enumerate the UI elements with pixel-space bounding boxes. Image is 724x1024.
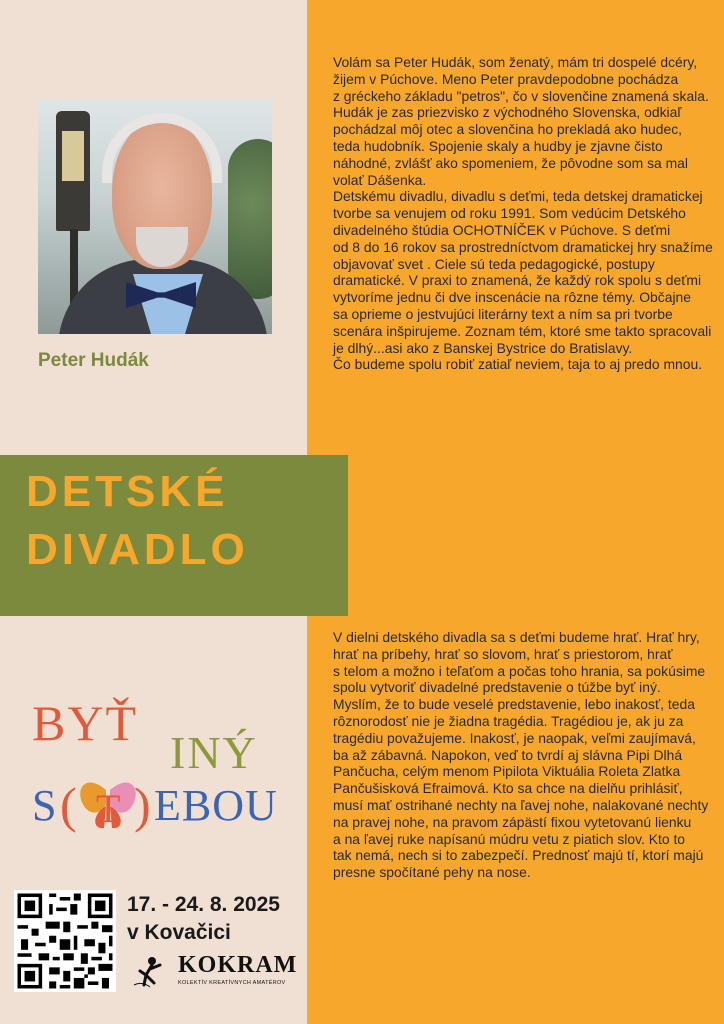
organizer-name: KOKRAM [178,952,298,978]
portrait-photo [38,99,272,334]
portrait-caption: Peter Hudák [38,350,149,371]
logo-paren-close: ) [134,777,151,833]
workshop-paragraph: V dielni detského divadla sa s deťmi budeme hrať. Hrať hry, hrať na príbehy, hrať so slovom, hrať s priestorom, hrať s telom a možno i teľaťom a počas toho hrania, sa pokúsime spolu vytvoriť divadelné predstavenie o túžbe byť iný. Myslím, že to bude veselé predstavenie, lebo inakosť, teda rôznorodosť nie je žiadna tragédia. Tragédiou je, ak ju za tragédiu považujeme. Inakosť, je naopak, veľmi zaujímavá, ba až zábavná. Napokon, veď to tvrdí aj slávna Pipi Dlhá Pančucha, celým menom Pipilota Viktuália Roleta Zlatka Pančušisková Efraimová. Kto sa chce na dielňu prihlásiť, musí mať ostrihané nechty na ľavej nohe, nalakované nechty na pravej nohe, na pravom zápästí fixou vytetovanú lienku a na ľavej ruke napísanú múdru vetu z piatich slov. Kto to tak nemá, nech si to zabezpečí. Prednosť majú tí, ktorí majú presne spočítané pehy na nose. [333,629,709,881]
workshop-text [333,629,713,881]
logo-word-ebou: EBOU [154,781,278,830]
intro-paragraph-3: Čo budeme spolu robiť zatiaľ neviem, taja to aj predo mnou. [333,356,703,373]
intro-paragraph-2: Detskému divadlu, divadlu s deťmi, teda detskej dramatickej tvorbe sa venujem od roku 1991. Som vedúcim Detského divadelného štúdia OCHOTNÍČEK v Púchove. S deťmi od 8 do 16 rokov sa prostredníctvom dramatickej hry snažíme objavovať svet . Ciele sú teda pedagogické, postupy dramatické. V praxi to znamená, že každý rok spolu s deťmi vytvoríme jednu či dve inscenácie na rôzne témy. Občajne sa oprieme o jestvujúci literárny text a ním sa pri tvorbe scenára inšpirujeme. Zoznam tém, ktoré sme takto spracovali je dlhý...asi ako z Banskej Bystrice do Bratislavy. [333,188,713,356]
logo-word-byt: BYŤ [32,695,138,751]
banner-title: DETSKÉ DIVADLO [26,467,249,574]
logo-word-iny: INÝ [170,727,258,778]
logo-letter-t: T [96,786,121,831]
pinia-figure-icon [132,955,168,989]
festival-logo [30,690,290,840]
logo-letter-s: S [32,781,57,830]
event-dates: 17. - 24. 8. 2025 [127,893,280,916]
intro-text [333,54,713,373]
event-place: v Kovačici [127,921,231,944]
organizer-tagline: KOLEKTÍV KREATÍVNYCH AMATÉROV [178,980,286,986]
logo-paren-open: ( [60,777,77,833]
intro-paragraph-1: Volám sa Peter Hudák, som ženatý, mám tri dospelé dcéry, žijem v Púchove. Meno Peter pravdepodobne pochádza z gréckeho základu "petros", čo v slovenčine znamená skala. Hudák je zas priezvisko z východného Slovenska, odkiaľ pochádzal môj otec a slovenčina ho prekladá ako hudec, teda hudobník. Spojenie skaly a hudby je zjavne čisto náhodné, zvlášť ako spomeniem, že pôvodne som sa mal volať Dášenka. [333,54,709,188]
qr-code-icon[interactable] [14,890,116,992]
